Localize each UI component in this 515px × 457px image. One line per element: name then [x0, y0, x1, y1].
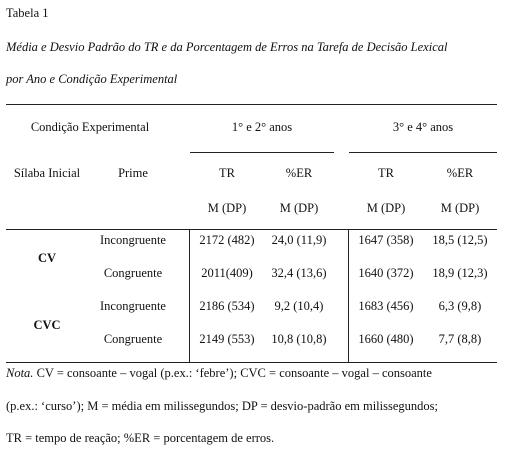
header-condition: Condição Experimental: [30, 120, 150, 134]
syllable-cv: CV: [37, 251, 57, 265]
table-note-line2: (p.ex.: ‘curso’); M = média em milissegundos; DP = desvio-padrão em milissegundos;: [6, 399, 438, 413]
header-prime: Prime: [118, 166, 148, 180]
table-note-line3: TR = tempo de reação; %ER = porcentagem de erros.: [6, 431, 275, 445]
cell-tr-group1: 2172 (482): [199, 233, 255, 247]
cell-tr-group1: 2186 (534): [199, 299, 255, 313]
header-er-group2: %ER: [446, 166, 474, 180]
syllable-cvc: CVC: [33, 318, 61, 332]
table-note-line1: [6, 366, 432, 381]
cell-tr-group2: 1647 (358): [358, 233, 414, 247]
header-mdp-er-group2: M (DP): [440, 201, 480, 215]
header-group2: 3° e 4° anos: [392, 120, 454, 134]
header-tr-group2: TR: [378, 166, 394, 180]
row-prime: Incongruente: [100, 299, 166, 313]
column-divider-2: [348, 229, 349, 362]
cell-er-group2: 6,3 (9,8): [438, 299, 482, 313]
cell-er-group1: 24,0 (11,9): [271, 233, 327, 247]
header-group1: 1° e 2° anos: [231, 120, 293, 134]
row-prime: Congruente: [103, 266, 163, 280]
cell-tr-group1: 2011(409): [201, 266, 253, 280]
note-text-line1: CV = consoante – vogal (p.ex.: ‘febre’); CVC = consoante – vogal – consoante: [33, 366, 432, 380]
header-mdp-er-group1: M (DP): [279, 201, 319, 215]
cell-er-group1: 9,2 (10,4): [274, 299, 324, 313]
column-divider-1: [189, 229, 190, 362]
header-er-group1: %ER: [285, 166, 313, 180]
cell-tr-group1: 2149 (553): [199, 332, 255, 346]
cell-tr-group2: 1683 (456): [358, 299, 414, 313]
cell-tr-group2: 1660 (480): [358, 332, 414, 346]
header-mdp-tr-group2: M (DP): [366, 201, 406, 215]
table-title-line1: Média e Desvio Padrão do TR e da Porcentagem de Erros na Tarefa de Decisão Lexical: [6, 40, 448, 54]
cell-er-group2: 7,7 (8,8): [438, 332, 482, 346]
header-mdp-tr-group1: M (DP): [207, 201, 247, 215]
header-bottom-rule: [6, 229, 497, 230]
row-prime: Congruente: [103, 332, 163, 346]
header-tr-group1: TR: [219, 166, 235, 180]
note-label: Nota.: [6, 366, 34, 380]
cell-er-group1: 32,4 (13,6): [271, 266, 327, 280]
cell-er-group2: 18,5 (12,5): [432, 233, 488, 247]
header-syllable: Sílaba Inicial: [13, 166, 81, 180]
group1-rule: [190, 152, 334, 153]
cell-er-group2: 18,9 (12,3): [432, 266, 488, 280]
top-rule: [6, 104, 497, 105]
row-prime: Incongruente: [100, 233, 166, 247]
cell-tr-group2: 1640 (372): [358, 266, 414, 280]
cell-er-group1: 10,8 (10,8): [271, 332, 327, 346]
table-title-line2: por Ano e Condição Experimental: [6, 72, 178, 86]
table-bottom-rule: [6, 362, 497, 363]
table-label: Tabela 1: [6, 6, 49, 20]
group2-rule: [349, 152, 497, 153]
